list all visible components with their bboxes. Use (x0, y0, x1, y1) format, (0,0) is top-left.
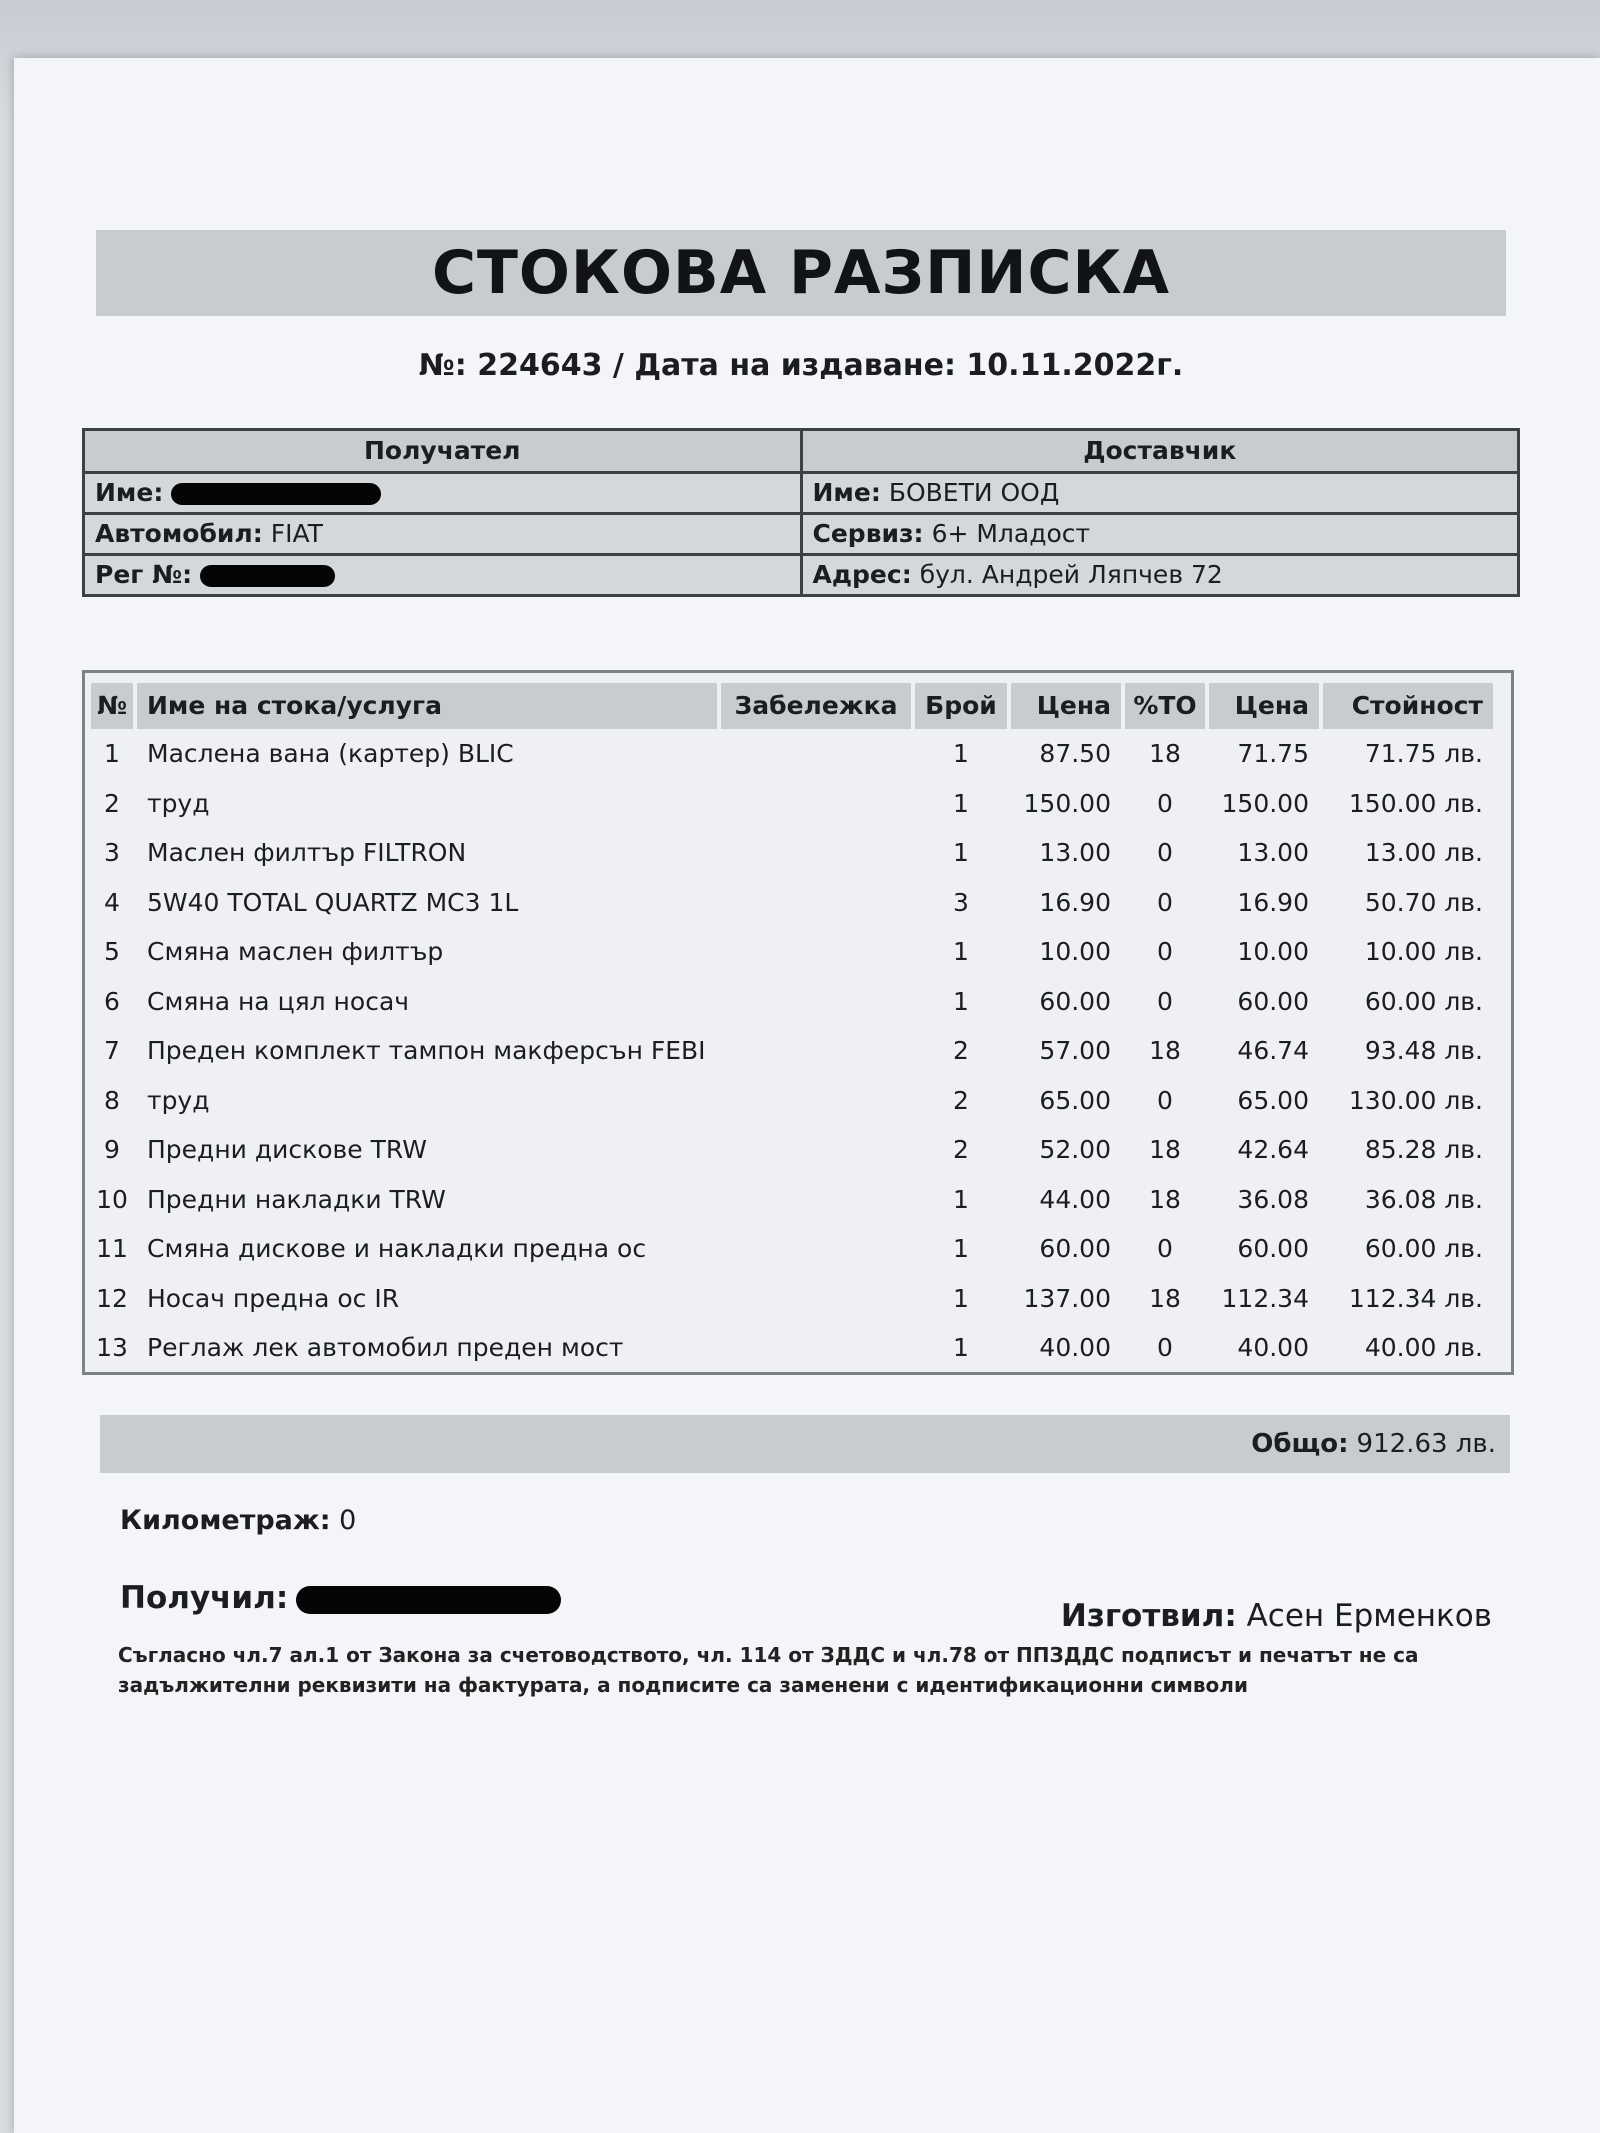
header-name: Име на стока/услуга (137, 683, 717, 729)
cell-total: 130.00 лв. (1348, 1085, 1483, 1115)
cell-no: 11 (96, 1234, 128, 1264)
cell-price: 10.00 (1039, 937, 1111, 967)
cell-price: 57.00 (1039, 1036, 1111, 1066)
table-row (91, 1175, 1505, 1225)
document-title: СТОКОВА РАЗПИСКА (431, 238, 1171, 308)
supplier-header: Доставчик (803, 431, 1518, 474)
supplier-name-value: БОВЕТИ ООД (888, 478, 1060, 507)
items-header-row (91, 683, 1505, 729)
cell-net-price: 112.34 (1221, 1283, 1309, 1313)
cell-no: 6 (104, 986, 120, 1016)
table-row (91, 927, 1505, 977)
cell-qty: 2 (953, 1135, 969, 1165)
supplier-section (800, 431, 1518, 594)
table-row (91, 1026, 1505, 1076)
cell-net-price: 42.64 (1237, 1135, 1309, 1165)
items-table (82, 670, 1514, 1375)
received-by (120, 1580, 561, 1616)
recipient-name-row (85, 474, 800, 515)
table-row (91, 828, 1505, 878)
table-row (91, 729, 1505, 779)
cell-name: 5W40 TOTAL QUARTZ MC3 1L (147, 887, 519, 917)
redacted-name (171, 483, 381, 505)
header-total: Стойност (1323, 683, 1493, 729)
cell-vat: 0 (1157, 788, 1173, 818)
cell-price: 150.00 (1023, 788, 1111, 818)
total-band (100, 1415, 1510, 1473)
recipient-name-label: Име: (95, 478, 164, 507)
table-row (91, 1125, 1505, 1175)
cell-net-price: 60.00 (1237, 986, 1309, 1016)
cell-qty: 3 (953, 887, 969, 917)
table-row (91, 1274, 1505, 1324)
header-price: Цена (1011, 683, 1121, 729)
table-row (91, 1224, 1505, 1274)
items-body (91, 729, 1505, 1373)
cell-total: 71.75 лв. (1364, 739, 1483, 769)
cell-name: Смяна дискове и накладки предна ос (147, 1234, 647, 1264)
cell-qty: 2 (953, 1036, 969, 1066)
cell-no: 2 (104, 788, 120, 818)
cell-qty: 1 (953, 739, 969, 769)
cell-price: 16.90 (1039, 887, 1111, 917)
cell-qty: 1 (953, 986, 969, 1016)
cell-name: Смяна маслен филтър (147, 937, 444, 967)
document-number-date: №: 224643 / Дата на издаване: 10.11.2022г. (418, 348, 1184, 383)
cell-qty: 1 (953, 937, 969, 967)
cell-price: 65.00 (1039, 1085, 1111, 1115)
cell-net-price: 13.00 (1237, 838, 1309, 868)
cell-price: 44.00 (1039, 1184, 1111, 1214)
header-net-price: Цена (1209, 683, 1319, 729)
cell-total: 13.00 лв. (1364, 838, 1483, 868)
cell-qty: 1 (953, 1184, 969, 1214)
table-row (91, 977, 1505, 1027)
cell-total: 36.08 лв. (1364, 1184, 1483, 1214)
cell-vat: 0 (1157, 986, 1173, 1016)
cell-qty: 1 (953, 1333, 969, 1363)
recipient-car-label: Автомобил: (95, 519, 263, 548)
cell-net-price: 16.90 (1237, 887, 1309, 917)
recipient-section (85, 431, 800, 594)
received-label: Получил: (120, 1580, 289, 1616)
cell-qty: 2 (953, 1085, 969, 1115)
supplier-name-row (803, 474, 1518, 515)
cell-net-price: 71.75 (1237, 739, 1309, 769)
cell-total: 150.00 лв. (1348, 788, 1483, 818)
cell-name: Преден комплект тампон макферсън FEBI (147, 1036, 706, 1066)
header-qty: Брой (915, 683, 1007, 729)
cell-vat: 0 (1157, 1085, 1173, 1115)
cell-name: труд (147, 1085, 210, 1115)
supplier-address-row (803, 556, 1518, 594)
cell-total: 40.00 лв. (1364, 1333, 1483, 1363)
cell-net-price: 60.00 (1237, 1234, 1309, 1264)
cell-vat: 0 (1157, 1333, 1173, 1363)
cell-vat: 18 (1149, 1283, 1181, 1313)
cell-total: 112.34 лв. (1348, 1283, 1483, 1313)
table-row (91, 878, 1505, 928)
cell-name: труд (147, 788, 210, 818)
total-label: Общо: (1251, 1429, 1349, 1459)
header-no: № (91, 683, 133, 729)
cell-no: 12 (96, 1283, 128, 1313)
cell-total: 93.48 лв. (1364, 1036, 1483, 1066)
mileage (120, 1505, 356, 1536)
cell-price: 13.00 (1039, 838, 1111, 868)
cell-no: 13 (96, 1333, 128, 1363)
cell-name: Смяна на цял носач (147, 986, 410, 1016)
cell-total: 85.28 лв. (1364, 1135, 1483, 1165)
supplier-service-row (803, 515, 1518, 556)
cell-no: 8 (104, 1085, 120, 1115)
cell-name: Носач предна ос IR (147, 1283, 400, 1313)
mileage-value: 0 (339, 1505, 357, 1536)
header-vat: %ТО (1125, 683, 1205, 729)
cell-name: Маслен филтър FILTRON (147, 838, 467, 868)
supplier-service-label: Сервиз: (812, 519, 924, 548)
cell-qty: 1 (953, 788, 969, 818)
redacted-receiver (296, 1586, 561, 1614)
prepared-by (1061, 1598, 1492, 1634)
supplier-address-label: Адрес: (812, 560, 912, 589)
cell-name: Предни дискове TRW (147, 1135, 427, 1165)
cell-total: 10.00 лв. (1364, 937, 1483, 967)
cell-no: 1 (104, 739, 120, 769)
table-row (91, 779, 1505, 829)
cell-net-price: 10.00 (1237, 937, 1309, 967)
cell-no: 4 (104, 887, 120, 917)
header-note: Забележка (721, 683, 911, 729)
cell-price: 52.00 (1039, 1135, 1111, 1165)
legal-note: Съгласно чл.7 ал.1 от Закона за счетоводството, чл. 114 от ЗДДС и чл.78 от ППЗДДС подписът и печатът не са задължителни реквизити на фактурата, а подписите са заменени с идентификационни символи (118, 1643, 1419, 1697)
recipient-car-value: FIAT (270, 519, 323, 548)
cell-price: 60.00 (1039, 986, 1111, 1016)
cell-qty: 1 (953, 1283, 969, 1313)
title-band (96, 230, 1506, 316)
redacted-reg (200, 565, 335, 587)
cell-qty: 1 (953, 838, 969, 868)
cell-no: 10 (96, 1184, 128, 1214)
parties-table (82, 428, 1520, 597)
cell-total: 60.00 лв. (1364, 986, 1483, 1016)
recipient-reg-row (85, 556, 800, 594)
cell-name: Маслена вана (картер) BLIC (147, 739, 514, 769)
recipient-reg-label: Рег №: (95, 560, 193, 589)
cell-vat: 0 (1157, 887, 1173, 917)
cell-name: Предни накладки TRW (147, 1184, 446, 1214)
cell-no: 7 (104, 1036, 120, 1066)
cell-no: 9 (104, 1135, 120, 1165)
cell-total: 60.00 лв. (1364, 1234, 1483, 1264)
cell-price: 137.00 (1023, 1283, 1111, 1313)
cell-price: 40.00 (1039, 1333, 1111, 1363)
supplier-address-value: бул. Андрей Ляпчев 72 (919, 560, 1223, 589)
receipt-paper (14, 58, 1600, 2133)
cell-price: 87.50 (1039, 739, 1111, 769)
mileage-label: Километраж: (120, 1505, 331, 1536)
supplier-name-label: Име: (812, 478, 881, 507)
total-value: 912.63 лв. (1356, 1429, 1496, 1459)
prepared-value: Асен Ерменков (1246, 1598, 1492, 1634)
cell-net-price: 46.74 (1237, 1036, 1309, 1066)
cell-vat: 0 (1157, 838, 1173, 868)
cell-net-price: 40.00 (1237, 1333, 1309, 1363)
table-row (91, 1323, 1505, 1373)
cell-vat: 0 (1157, 937, 1173, 967)
cell-vat: 18 (1149, 1036, 1181, 1066)
cell-vat: 18 (1149, 739, 1181, 769)
cell-no: 5 (104, 937, 120, 967)
cell-vat: 18 (1149, 1184, 1181, 1214)
cell-net-price: 150.00 (1221, 788, 1309, 818)
supplier-service-value: 6+ Младост (931, 519, 1091, 548)
recipient-car-row (85, 515, 800, 556)
cell-qty: 1 (953, 1234, 969, 1264)
cell-vat: 18 (1149, 1135, 1181, 1165)
cell-net-price: 65.00 (1237, 1085, 1309, 1115)
cell-price: 60.00 (1039, 1234, 1111, 1264)
table-row (91, 1076, 1505, 1126)
cell-no: 3 (104, 838, 120, 868)
cell-net-price: 36.08 (1237, 1184, 1309, 1214)
cell-vat: 0 (1157, 1234, 1173, 1264)
recipient-header: Получател (85, 431, 800, 474)
prepared-label: Изготвил: (1060, 1598, 1237, 1634)
cell-total: 50.70 лв. (1364, 887, 1483, 917)
cell-name: Реглаж лек автомобил преден мост (147, 1333, 624, 1363)
